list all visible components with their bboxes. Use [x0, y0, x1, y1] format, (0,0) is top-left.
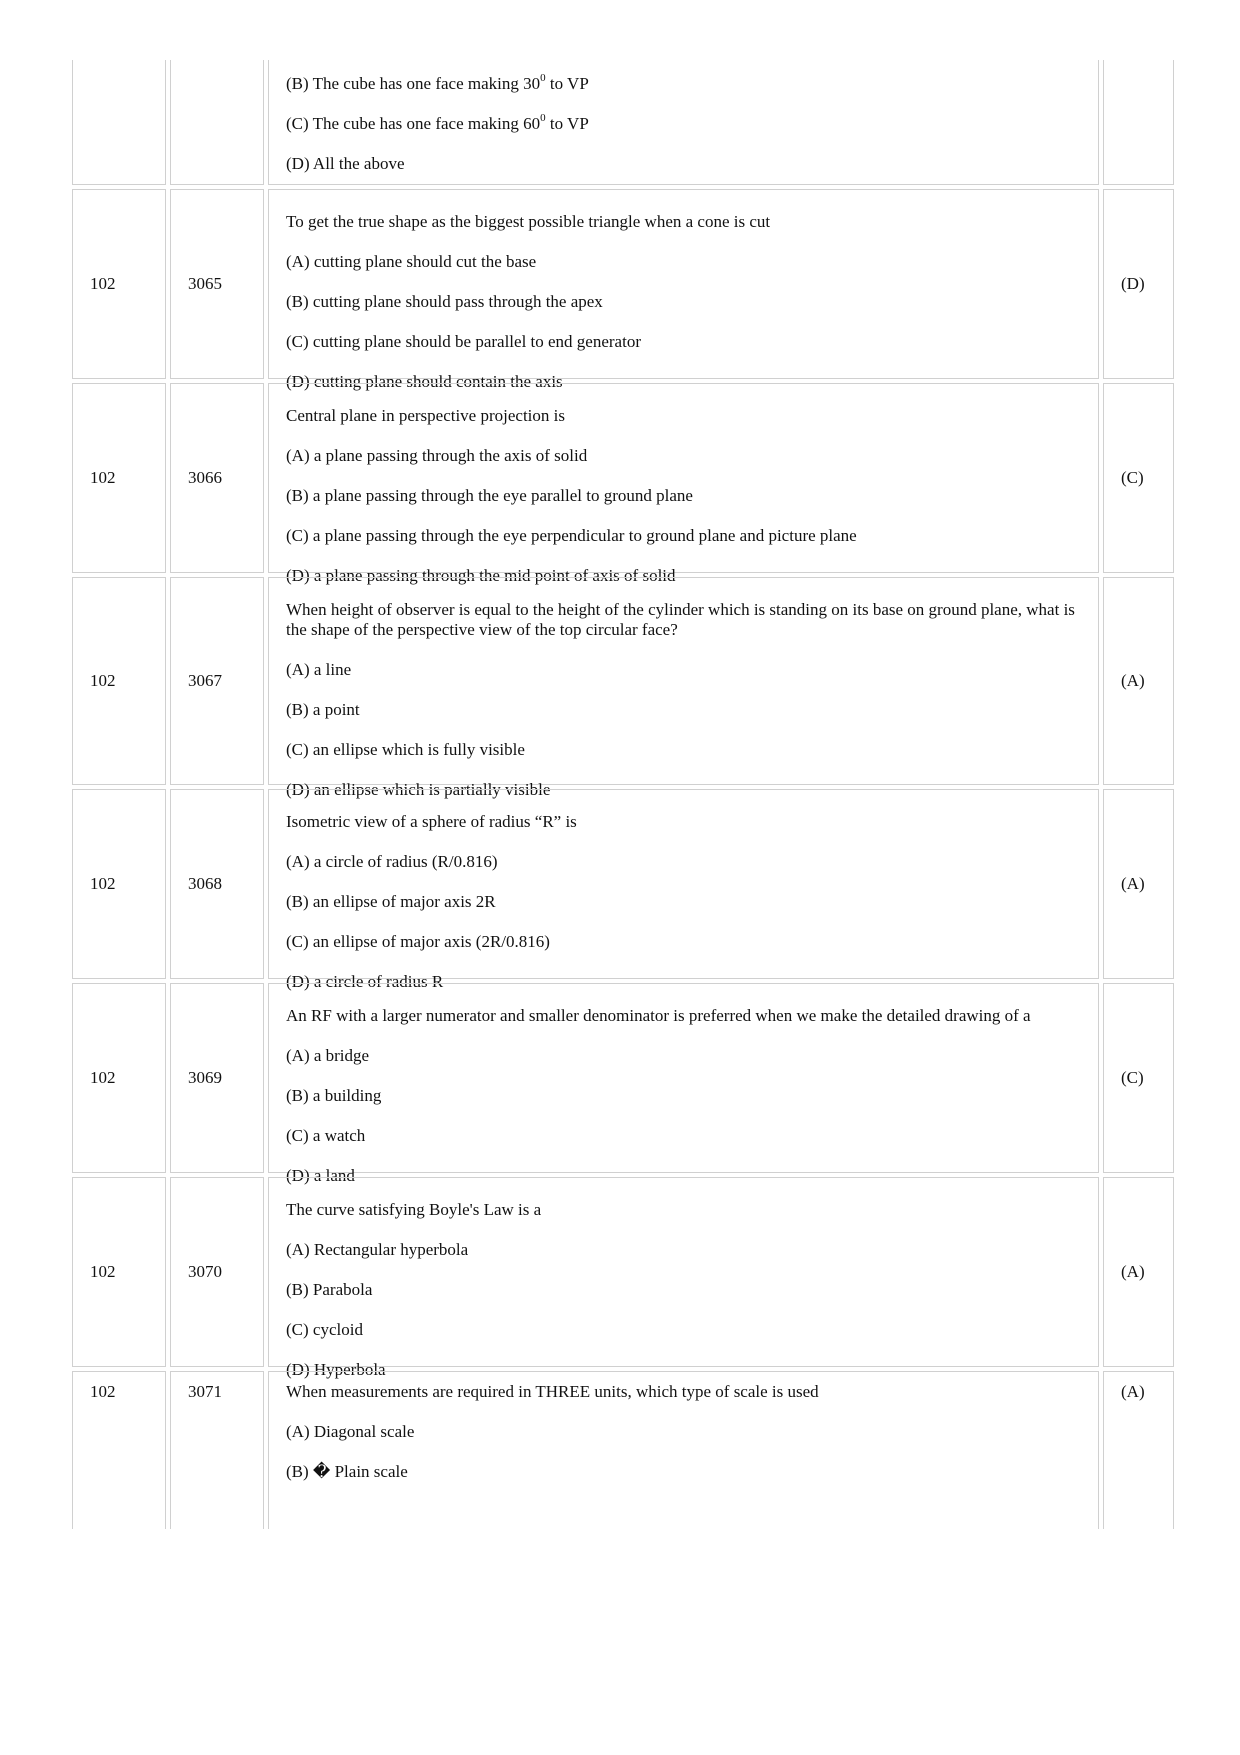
question-table [72, 60, 1174, 1533]
question-text: Isometric view of a sphere of radius “R” is [286, 812, 577, 831]
option-d: (D) a plane passing through the mid point of axis of solid [286, 566, 676, 585]
table-row [72, 383, 1174, 585]
option-c: (C) an ellipse of major axis (2R/0.816) [286, 932, 550, 951]
option-a: (A) a plane passing through the axis of solid [286, 446, 588, 465]
option-b: (B) an ellipse of major axis 2R [286, 892, 496, 911]
option-a: (A) a bridge [286, 1046, 370, 1065]
question-text: An RF with a larger numerator and smaller denominator is preferred when we make the detailed drawing of a [286, 1006, 1031, 1025]
option-b: (B) Parabola [286, 1280, 373, 1299]
subject-cell: 102 [72, 983, 166, 1173]
question-id-cell: 3065 [170, 189, 264, 379]
subject-cell: 102 [72, 189, 166, 379]
table-row [72, 983, 1174, 1185]
question-id-cell: 3069 [170, 983, 264, 1173]
question-cell [268, 577, 1099, 799]
option-d: (D) cutting plane should contain the axis [286, 372, 563, 391]
question-id-cell: 3068 [170, 789, 264, 979]
answer-cell [1103, 60, 1174, 185]
question-text: When measurements are required in THREE units, which type of scale is used [286, 1382, 819, 1401]
question-cell [268, 189, 1099, 391]
option-a: (A) cutting plane should cut the base [286, 252, 537, 271]
table-row [72, 60, 1174, 185]
option-b: (B) The cube has one face making $30^0$ to VP [286, 72, 589, 93]
option-d: (D) a circle of radius R [286, 972, 444, 991]
table-row [72, 1371, 1174, 1529]
question-text: When height of observer is equal to the height of the cylinder which is standing on its base on ground plane, what is the shape of the perspective view of the top circular face? [286, 600, 1075, 639]
table-row [72, 1177, 1174, 1379]
option-a: (A) Diagonal scale [286, 1422, 415, 1441]
answer-cell: (D) [1103, 189, 1174, 379]
option-c: (C) an ellipse which is fully visible [286, 740, 525, 759]
subject-cell: 102 [72, 383, 166, 573]
option-a: (A) Rectangular hyperbola [286, 1240, 469, 1259]
option-a: (A) a line [286, 660, 352, 679]
subject-cell: 102 [72, 1371, 166, 1529]
subject-cell: 102 [72, 577, 166, 785]
option-b: (B) cutting plane should pass through the apex [286, 292, 603, 311]
question-cell [268, 1177, 1099, 1379]
option-d: (D) Hyperbola [286, 1360, 386, 1379]
question-cell [268, 789, 1099, 991]
answer-cell: (A) [1103, 1371, 1174, 1529]
option-b: (B) � Plain scale [286, 1462, 408, 1481]
option-d: (D) a land [286, 1166, 355, 1185]
question-id-cell: 3070 [170, 1177, 264, 1367]
option-b: (B) a point [286, 700, 360, 719]
option-b: (B) a plane passing through the eye parallel to ground plane [286, 486, 693, 505]
option-b: (B) a building [286, 1086, 382, 1105]
table-row [72, 189, 1174, 391]
subject-cell: 102 [72, 789, 166, 979]
table-row [72, 577, 1174, 799]
answer-cell: (A) [1103, 577, 1174, 785]
question-text: Central plane in perspective projection is [286, 406, 565, 425]
question-cell [268, 1371, 1099, 1529]
question-id-cell [170, 60, 264, 185]
option-c: (C) a watch [286, 1126, 366, 1145]
question-text: To get the true shape as the biggest possible triangle when a cone is cut [286, 212, 771, 231]
question-cell [268, 383, 1099, 585]
answer-cell: (C) [1103, 983, 1174, 1173]
question-cell [268, 983, 1099, 1185]
subject-cell: 102 [72, 1177, 166, 1367]
option-d: (D) an ellipse which is partially visible [286, 780, 551, 799]
question-text: The curve satisfying Boyle's Law is a [286, 1200, 542, 1219]
option-c: (C) a plane passing through the eye perpendicular to ground plane and picture plane [286, 526, 857, 545]
option-c: (C) cutting plane should be parallel to end generator [286, 332, 641, 351]
question-id-cell: 3067 [170, 577, 264, 785]
option-a: (A) a circle of radius (R/0.816) [286, 852, 498, 871]
answer-cell: (A) [1103, 1177, 1174, 1367]
option-c: (C) The cube has one face making $60^0$ to VP [286, 112, 589, 133]
question-cell [268, 60, 1099, 185]
option-d: (D) All the above [286, 154, 405, 173]
subject-cell [72, 60, 166, 185]
answer-cell: (C) [1103, 383, 1174, 573]
question-id-cell: 3066 [170, 383, 264, 573]
question-id-cell: 3071 [170, 1371, 264, 1529]
option-c: (C) cycloid [286, 1320, 363, 1339]
table-row [72, 789, 1174, 991]
answer-cell: (A) [1103, 789, 1174, 979]
